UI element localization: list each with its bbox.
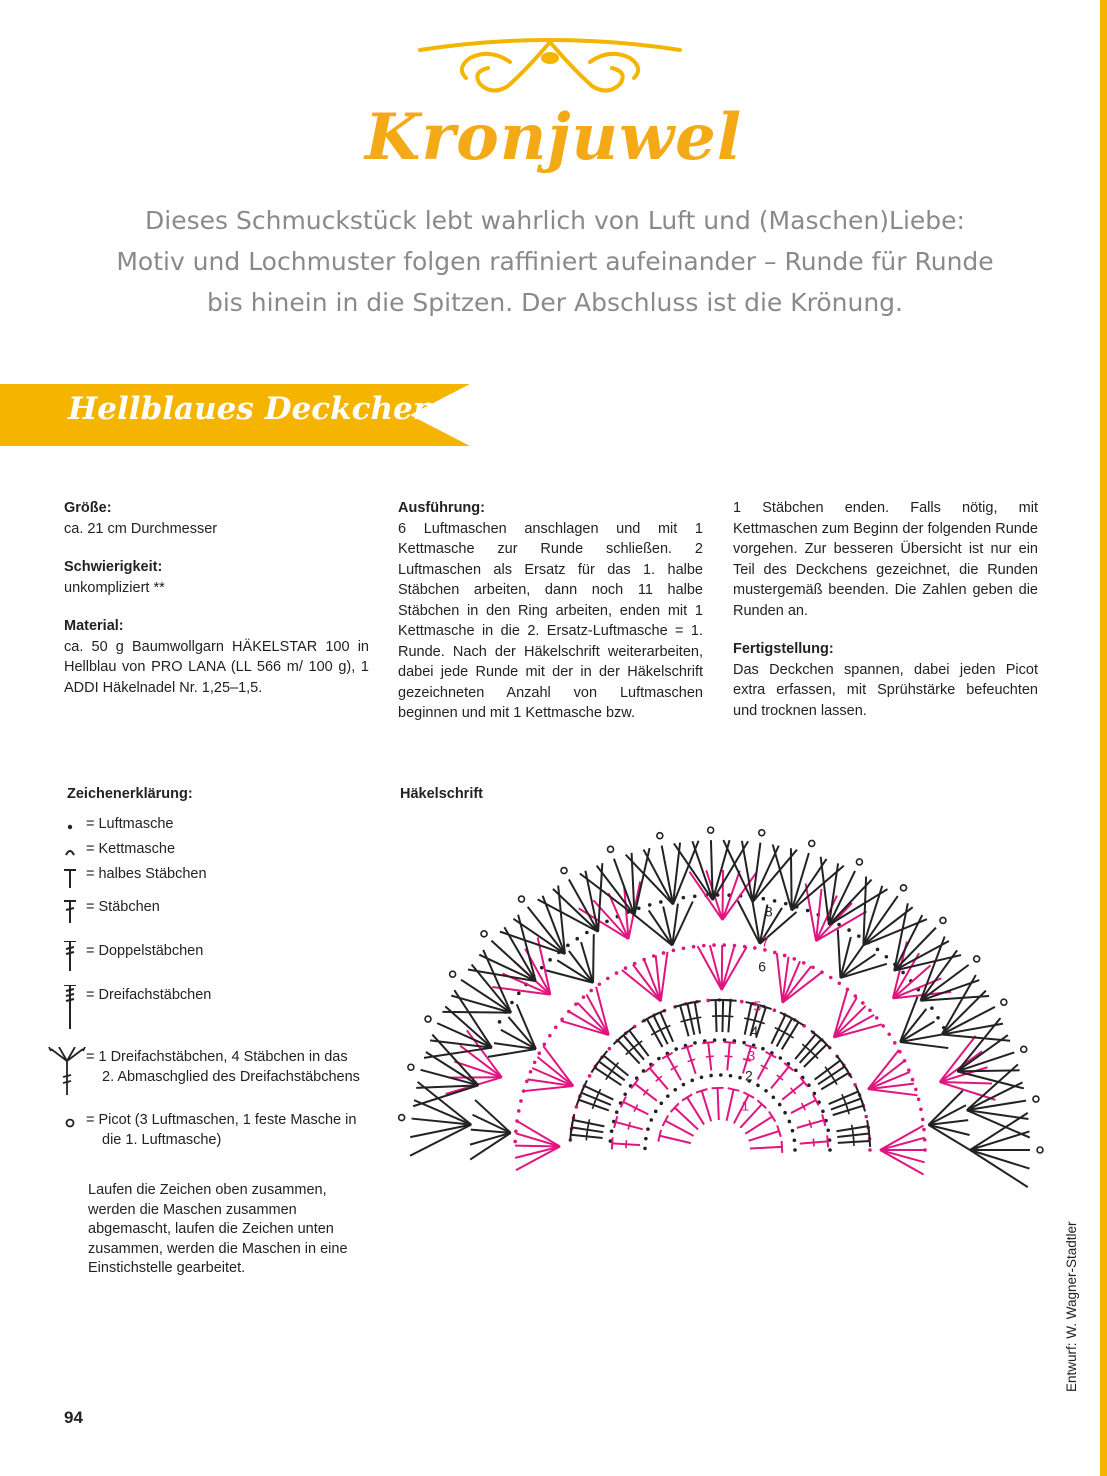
chain-dot <box>582 995 586 999</box>
chain-dot <box>861 1001 865 1005</box>
chain-dot <box>606 977 610 981</box>
chain-dot <box>654 1110 658 1114</box>
fan-stroke <box>698 946 722 990</box>
round-label: 8 <box>764 903 773 920</box>
fan-stroke <box>880 1125 924 1150</box>
legend-label <box>86 1110 376 1150</box>
chain-dot <box>674 1047 678 1051</box>
chain-dot <box>548 1034 552 1038</box>
chain-dot <box>857 934 861 938</box>
difficulty-heading: Schwierigkeit: <box>64 559 163 575</box>
chain-dot <box>598 982 602 986</box>
fan-stroke <box>868 1089 918 1095</box>
chain-dot <box>517 1109 521 1113</box>
fan-stroke <box>488 1049 536 1057</box>
chain-dot <box>589 989 593 993</box>
fan-stroke <box>900 997 917 1042</box>
stitch-top <box>724 1042 736 1043</box>
chain-dot <box>644 1137 648 1141</box>
chain-dot <box>829 976 833 980</box>
fan-stroke <box>713 840 730 900</box>
chain-dot <box>794 1069 798 1073</box>
chain-dot <box>529 1070 533 1074</box>
execution-text-continued: 1 Stäbchen enden. Falls nötig, mit Kettmaschen zum Beginn der folgenden Runde vorgehen. Zur besseren Übersicht ist nur ein Teil des Deckchens gezeichnet, die Runden mustergemäß beenden. Die Zahlen geben die Runden an. <box>733 500 1038 619</box>
fan-stroke <box>470 1133 511 1160</box>
fan-stroke <box>515 1147 560 1158</box>
chain-dot <box>519 1099 523 1103</box>
chain-dot <box>837 981 841 985</box>
chain-dot <box>784 902 788 906</box>
chain-dot <box>893 1041 897 1045</box>
round-label: 7 <box>761 933 770 950</box>
chain-dot <box>706 999 710 1003</box>
chain-dot <box>914 1088 918 1092</box>
picot-mark <box>1033 1096 1039 1102</box>
fan-stroke <box>940 1082 992 1083</box>
fan-stroke <box>970 1150 1029 1169</box>
chain-dot <box>911 1078 915 1082</box>
chain-dot <box>682 1083 686 1087</box>
stitch-top <box>837 1056 844 1066</box>
chain-dot <box>637 906 641 910</box>
chain-dot <box>702 944 706 948</box>
fan-stroke <box>515 1146 560 1147</box>
stitch-top <box>827 1135 828 1147</box>
size-value: ca. 21 cm Durchmesser <box>64 520 218 537</box>
chain-dot <box>828 1148 832 1152</box>
chain-dot <box>793 1138 797 1142</box>
chain-dot <box>783 1111 787 1115</box>
stitch-top <box>682 1094 692 1100</box>
chain-dot <box>791 1129 795 1133</box>
stitch-top <box>728 1088 740 1091</box>
fan-stroke <box>518 915 536 981</box>
design-credit: Entwurf: W. Wagner-Stadtler <box>1064 1221 1079 1392</box>
stitch-top <box>782 1141 783 1153</box>
chain-dot <box>847 928 851 932</box>
fan-stroke <box>777 953 783 1003</box>
chain-dot <box>543 1043 547 1047</box>
legend-label-line: = Picot (3 Luftmaschen, 1 feste Masche in <box>86 1112 357 1128</box>
stitch-mark <box>702 1091 711 1122</box>
crochet-chart <box>385 770 1055 1230</box>
fan-stroke <box>711 840 713 900</box>
chain-dot <box>712 943 716 947</box>
chain-dot <box>922 1128 926 1132</box>
chain-dot <box>585 931 589 935</box>
fan-stroke <box>517 1121 560 1146</box>
page-title: Kronjuwel <box>364 100 743 175</box>
intro-line: Motiv und Lochmuster folgen raffiniert aufeinander – Runde für Runde <box>116 247 994 276</box>
stitch-mark <box>750 1147 782 1149</box>
chain-dot <box>513 1140 517 1144</box>
legend-label: = Dreifachstäbchen <box>86 987 212 1003</box>
fan-stroke <box>710 945 722 990</box>
execution-heading: Ausführung: <box>398 500 485 516</box>
chain-dot <box>783 954 787 958</box>
stitch-top <box>591 1063 598 1073</box>
picot-mark <box>481 931 487 937</box>
chain-dot <box>648 903 652 907</box>
picot-mark <box>759 830 765 836</box>
fan-stroke <box>475 1100 511 1133</box>
chain-dot <box>605 920 609 924</box>
chain-dot <box>764 1089 768 1093</box>
picot-mark <box>1021 1046 1027 1052</box>
material-heading: Material: <box>64 618 124 634</box>
chain-dot <box>537 1051 541 1055</box>
picot-mark <box>809 840 815 846</box>
stitch-mark <box>665 1121 693 1136</box>
chain-dot <box>709 1074 713 1078</box>
fan-stroke <box>894 928 936 971</box>
chain-dot <box>885 955 889 959</box>
fan-stroke <box>722 946 735 990</box>
chain-dot <box>692 945 696 949</box>
chain-dot <box>700 1076 704 1080</box>
picot-mark <box>1037 1147 1043 1153</box>
round-label: 5 <box>753 998 762 1015</box>
picot-mark <box>657 833 663 839</box>
picot-mark <box>856 859 862 865</box>
stitch-mark <box>749 1131 779 1141</box>
treble-icon <box>55 941 85 981</box>
fan-stroke <box>840 964 886 978</box>
stitch-mark <box>660 1136 691 1143</box>
fan-stroke <box>517 1004 536 1049</box>
stitch-top <box>570 1129 571 1141</box>
fan-stroke <box>900 1042 948 1048</box>
chain-dot <box>738 1076 742 1080</box>
legend-label: = Doppelstäbchen <box>86 943 204 959</box>
legend-title: Zeichenerklärung: <box>67 786 193 802</box>
stitch-top <box>702 1042 714 1043</box>
chain-dot <box>623 1092 627 1096</box>
fan-icon <box>47 1047 87 1097</box>
chain-dot <box>762 897 766 901</box>
chain-dot <box>514 1129 518 1133</box>
chain-dot <box>646 1127 650 1131</box>
fan-stroke <box>593 934 594 983</box>
picot-mark <box>901 885 907 891</box>
fan-stroke <box>661 952 668 1002</box>
legend-label-line: 2. Abmaschglied des Dreifachstäbchens <box>102 1069 360 1085</box>
chain-dot <box>659 1102 663 1106</box>
picot-mark <box>940 917 946 923</box>
intro-line: Dieses Schmuckstück lebt wahrlich von Luft und (Maschen)Liebe: <box>145 206 965 235</box>
chain-dot <box>682 946 686 950</box>
execution-text: 6 Luftmaschen anschlagen und mit 1 Kettmasche zur Runde schließen. 2 Luftmaschen als Ersatz für das 1. halbe Stäbchen arbeiten, dann noch 11 halbe Stäbchen in den Ring arbeiten, enden mit 1 Kettmasche in die 2. Ersatz-Luftmasche = 1. Runde. Nach der Häkelschrift weiterarbeiten, dabei jede Runde mit der in der Häkelschrift gezeichneten Anzahl von Luftmaschen beginnen und mit 1 Kettmasche bzw. <box>398 520 703 721</box>
chain-dot <box>729 1074 733 1078</box>
double-icon <box>55 897 85 937</box>
stitch-top <box>658 1130 661 1142</box>
fan-stroke <box>508 1017 535 1049</box>
chain-dot <box>610 1129 614 1133</box>
chain-dot <box>574 1002 578 1006</box>
stitch-bar <box>706 1056 714 1057</box>
round-label: 3 <box>747 1047 756 1064</box>
fan-stroke <box>880 1150 925 1162</box>
chain-dot <box>672 949 676 953</box>
execution-column <box>398 498 703 724</box>
chain-dot <box>756 1084 760 1088</box>
chain-dot <box>659 900 663 904</box>
chain-dot <box>753 946 757 950</box>
finishing-text: Das Deckchen spannen, dabei jeden Picot extra erfassen, mit Sprühstärke befeuchten und trocknen lassen. <box>733 661 1038 719</box>
fan-stroke <box>880 1138 925 1150</box>
chain-dot <box>742 1041 746 1045</box>
stitch-top <box>612 1137 613 1149</box>
fan-stroke <box>970 1150 1028 1187</box>
chain-dot <box>792 957 796 961</box>
triple-icon <box>55 985 85 1031</box>
fan-stroke <box>516 1147 560 1171</box>
intro-text <box>60 200 1050 323</box>
chain-dot <box>682 896 686 900</box>
fan-stroke <box>942 1035 1010 1041</box>
stitch-top <box>867 1120 869 1132</box>
chain-dot <box>615 971 619 975</box>
picot-mark <box>399 1115 405 1121</box>
fan-stroke <box>410 1125 471 1137</box>
chain-dot <box>811 966 815 970</box>
legend-label: = halbes Stäbchen <box>86 866 207 882</box>
finishing-column <box>733 498 1038 721</box>
page-edge-stripe <box>1100 0 1107 1476</box>
chain-dot <box>936 1016 940 1020</box>
chain-dot <box>806 909 810 913</box>
picot-mark <box>708 827 714 833</box>
size-heading: Größe: <box>64 500 112 516</box>
legend-label: = Kettmasche <box>86 841 176 857</box>
picot-mark <box>1001 999 1007 1005</box>
stitch-bar <box>813 1139 814 1147</box>
fan-stroke <box>863 907 912 945</box>
stitch-top <box>769 1111 775 1121</box>
stitch-bar <box>628 1122 630 1130</box>
finishing-heading: Fertigstellung: <box>733 641 834 657</box>
picot-mark <box>408 1064 414 1070</box>
chain-dot <box>666 1094 670 1098</box>
stitch-bar <box>809 1120 811 1128</box>
chain-dot <box>510 1001 514 1005</box>
chain-dot <box>662 951 666 955</box>
round-label: 4 <box>750 1022 759 1039</box>
fan-stroke <box>524 1086 574 1091</box>
chain-dot <box>921 1118 925 1122</box>
round-label: 2 <box>745 1067 753 1084</box>
chain-dot <box>813 1092 817 1096</box>
chain-dot <box>793 1148 797 1152</box>
chain-dot <box>643 1147 647 1151</box>
chain-dot <box>719 1073 723 1077</box>
fan-stroke <box>470 1133 511 1145</box>
chain-dot <box>649 1118 653 1122</box>
fan-stroke <box>957 1070 1019 1071</box>
chain-dot <box>887 1032 891 1036</box>
chain-dot <box>917 1097 921 1101</box>
stitch-bar <box>725 1056 733 1057</box>
chain-dot <box>615 1110 619 1114</box>
chain-dot <box>566 944 570 948</box>
chain-dot <box>864 1115 868 1119</box>
fan-stroke <box>722 870 723 920</box>
difficulty-value: unkompliziert ** <box>64 579 165 596</box>
picot-mark <box>561 868 567 874</box>
chain-dot <box>773 899 777 903</box>
ornament-flourish <box>400 28 700 100</box>
chain-dot <box>517 992 521 996</box>
fan-stroke <box>928 1125 970 1150</box>
chart-title: Häkelschrift <box>400 786 484 802</box>
legend-label: = Stäbchen <box>86 899 160 915</box>
legend-label-line: = 1 Dreifachstäbchen, 4 Stäbchen in das <box>86 1049 348 1065</box>
chain-dot <box>875 1016 879 1020</box>
stitch-bar <box>744 1018 752 1020</box>
chain-dot <box>657 1057 661 1061</box>
section-title: Hellblaues Deckchen <box>68 391 436 427</box>
picot-mark <box>425 1016 431 1022</box>
fan-stroke <box>838 930 841 978</box>
fan-stroke <box>928 1125 969 1135</box>
stitch-top <box>631 1079 638 1088</box>
fan-stroke <box>634 848 649 915</box>
chain-dot <box>868 1148 872 1152</box>
chain-dot <box>876 948 880 952</box>
stitch-mark <box>718 1088 719 1120</box>
chain-dot <box>533 1061 537 1065</box>
round-label: 1 <box>741 1097 750 1114</box>
picot-icon <box>55 1110 85 1150</box>
legend-label <box>86 1047 376 1087</box>
chain-dot <box>826 1129 830 1133</box>
specs-column <box>64 498 369 698</box>
chain-dot <box>930 1006 934 1010</box>
stitch-bar <box>586 1132 587 1140</box>
chain-dot <box>624 966 628 970</box>
fan-stroke <box>410 1125 471 1156</box>
chain-dot <box>868 1008 872 1012</box>
fan-stroke <box>722 947 747 990</box>
fan-stroke <box>928 1091 962 1125</box>
chain-dot <box>548 958 552 962</box>
chain-dot <box>575 937 579 941</box>
chain-dot <box>498 1020 502 1024</box>
legend-label-line: die 1. Luftmasche) <box>102 1132 222 1148</box>
chain-dot <box>588 1074 592 1078</box>
picot-mark <box>608 846 614 852</box>
picot-mark <box>450 971 456 977</box>
chain-dot <box>901 971 905 975</box>
chain-dot <box>690 1079 694 1083</box>
chain-dot <box>693 894 697 898</box>
chain-dot <box>779 1056 783 1060</box>
chain-dot <box>778 1103 782 1107</box>
chain-dot <box>673 1088 677 1092</box>
material-value: ca. 50 g Baumwollgarn HÄKELSTAR 100 in Hellblau von PRO LANA (LL 566 m/ 100 g), 1 ADDI Häkelnadel Nr. 1,25–1,5. <box>64 638 369 696</box>
stitch-bar <box>852 1125 853 1133</box>
chain-dot <box>919 1107 923 1111</box>
chain-dot <box>608 1047 612 1051</box>
chain-dot <box>821 1109 825 1113</box>
fan-stroke <box>957 1071 1024 1088</box>
chain-dot <box>554 1026 558 1030</box>
chain-dot <box>788 1120 792 1124</box>
chain-dot <box>772 1095 776 1099</box>
round-label: 6 <box>758 958 767 975</box>
chain-dot <box>693 1041 697 1045</box>
stitch-mark <box>727 1090 734 1121</box>
picot-mark <box>518 896 524 902</box>
chain-dot <box>773 1008 777 1012</box>
chain-dot <box>540 966 544 970</box>
picot-mark <box>974 956 980 962</box>
legend-label: = Luftmasche <box>86 816 174 832</box>
fan-stroke <box>880 1150 924 1175</box>
chain-dot <box>802 961 806 965</box>
fan-stroke <box>516 1133 560 1146</box>
page-number: 94 <box>64 1408 83 1427</box>
stitch-bar <box>681 1020 689 1022</box>
chain-dot <box>740 1000 744 1004</box>
intro-line: bis hinein in die Spitzen. Der Abschluss ist die Krönung. <box>206 288 903 317</box>
legend-note: Laufen die Zeichen oben zusammen, werden die Maschen zusammen abgemascht, laufen die Zeichen unten zusammen, werden die Maschen in eine Einstichstelle gearbeitet. <box>88 1182 348 1276</box>
chain-dot <box>761 1047 765 1051</box>
